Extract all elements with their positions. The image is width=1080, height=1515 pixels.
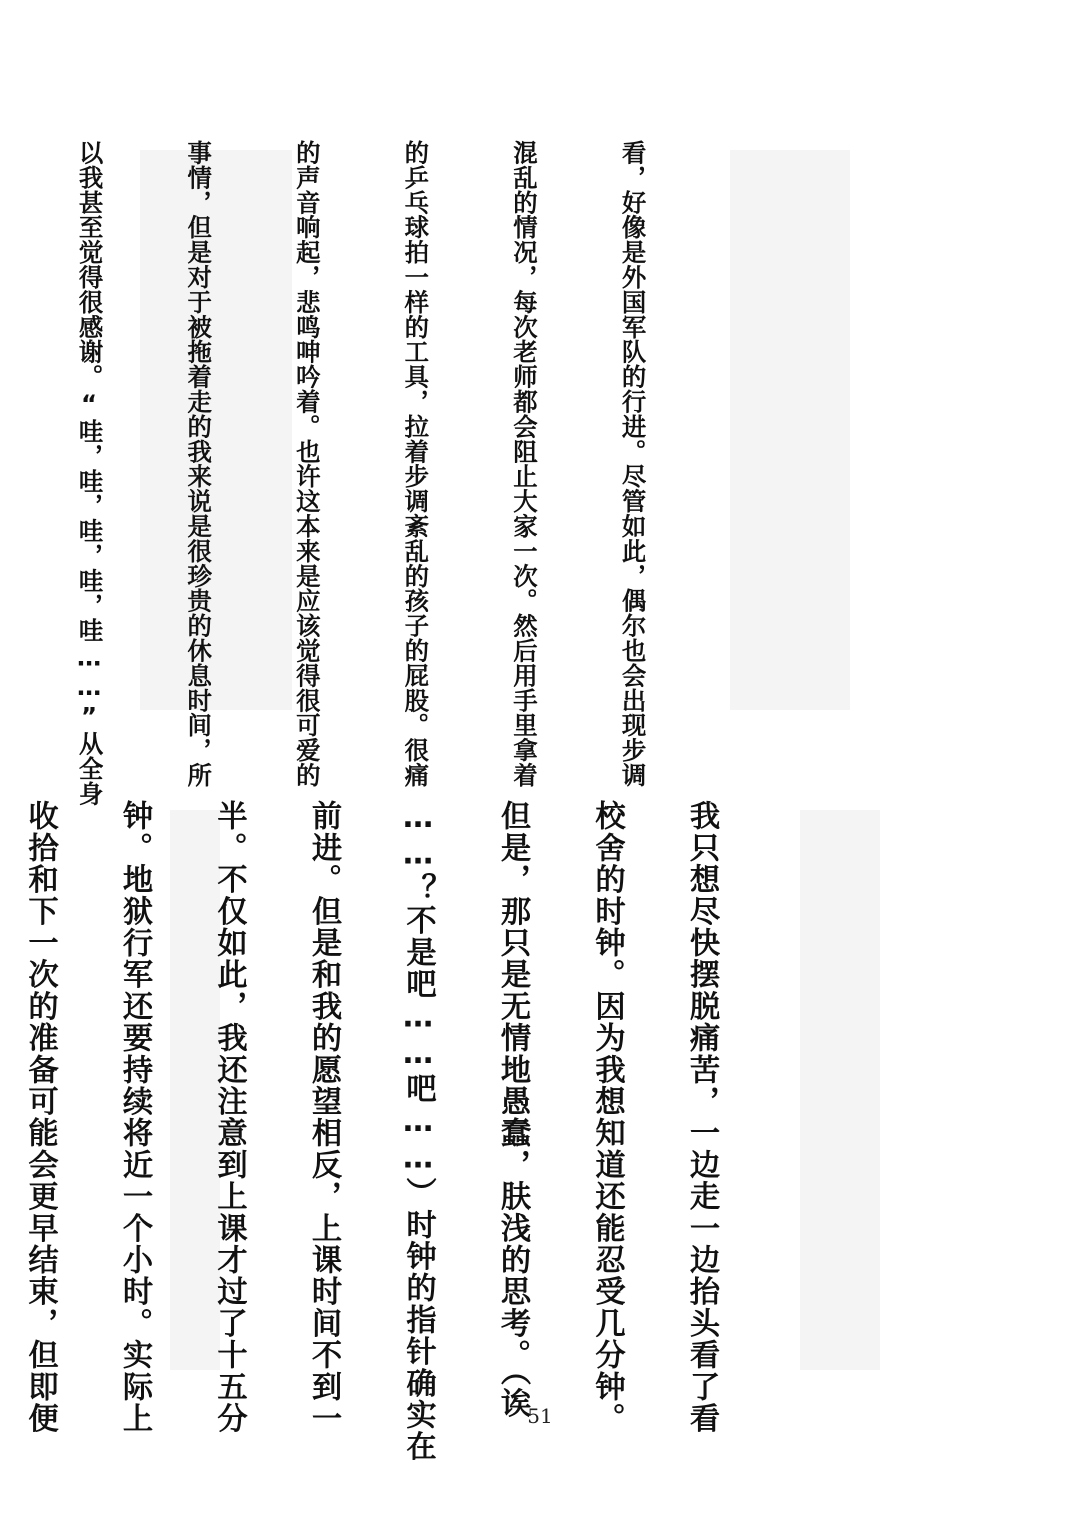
text-column: 的声音响起，悲鸣呻吟着。也许这本来是应该觉得很可爱的 <box>291 140 321 788</box>
text-column: 校舍的时钟。因为我想知道还能忍受几分钟。 <box>589 800 625 1434</box>
text-column: 前进。但是和我的愿望相反，上课时间不到一 <box>306 800 341 1434</box>
text-column: 我只想尽快摆脱痛苦，一边走一边抬头看了看 <box>684 800 719 1434</box>
text-column: 事情，但是对于被拖着走的我来说是很珍贵的休息时间，所 <box>183 140 213 788</box>
scan-shading <box>730 150 850 710</box>
text-column: 的乒乓球拍一样的工具，拉着步调紊乱的孩子的屁股。很痛 <box>400 140 430 788</box>
text-column: 收拾和下一次的准备可能会更早结束，但即便 <box>22 800 58 1434</box>
page-number: 51 <box>527 1404 553 1428</box>
text-column: 混乱的情况，每次老师都会阻止大家一次。然后用手里拿着 <box>508 140 538 788</box>
text-column: 以我甚至觉得很感谢。“哇，哇，哇，哇，哇……”从全身 <box>74 140 104 806</box>
text-column: 钟。地狱行军还要持续将近一个小时。实际上 <box>117 800 152 1434</box>
text-column: 看，好像是外国军队的行进。尽管如此，偶尔也会出现步调 <box>617 140 647 788</box>
text-column: 但是，那只是无情地愚蠢，肤浅的思考。（诶 <box>495 800 530 1419</box>
text-column: ……？不是吧……吧……）时钟的指针确实在 <box>400 800 436 1463</box>
text-column: 半。不仅如此，我还注意到上课才过了十五分 <box>211 800 247 1434</box>
scan-shading <box>800 810 880 1370</box>
upper-text-block <box>74 140 722 806</box>
